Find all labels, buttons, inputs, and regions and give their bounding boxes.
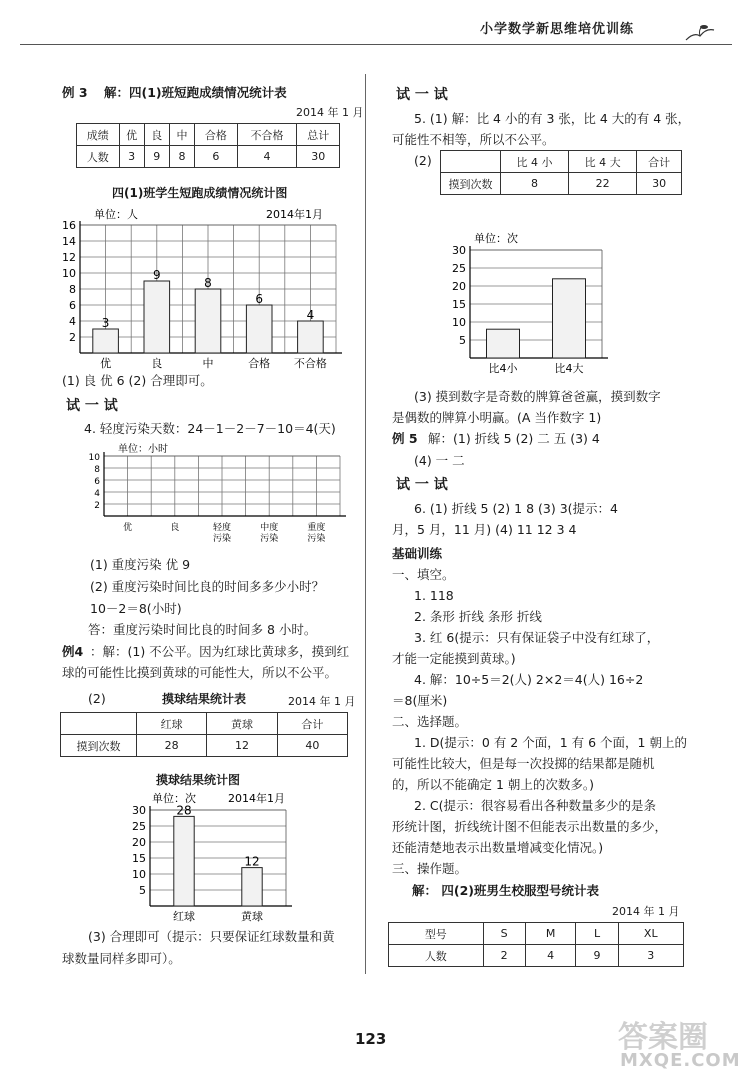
bar <box>553 279 586 358</box>
answer-1: (1) 良 优 6 (2) 合理即可。 <box>62 373 213 388</box>
y-tick-label: 25 <box>452 262 466 275</box>
y-tick-label: 2 <box>94 501 100 511</box>
y-tick-label: 4 <box>69 315 76 328</box>
y-tick-label: 20 <box>452 280 466 293</box>
ball-table <box>60 712 348 757</box>
y-tick-label: 25 <box>132 820 146 833</box>
example-3-title: 解：四(1)班短跑成绩情况统计表 <box>104 85 287 100</box>
bar <box>195 289 221 353</box>
y-tick-label: 10 <box>132 868 146 881</box>
chart3-title: 摸球结果统计图 <box>156 773 241 787</box>
table-header-row <box>61 713 348 735</box>
y-tick-label: 10 <box>452 316 466 329</box>
example-4-line2: 球的可能性比摸到黄球的可能性大，所以不公平。 <box>62 665 338 680</box>
chart1-date: 2014年1月 <box>266 208 323 221</box>
table-cell: 合格 <box>195 124 238 146</box>
q4-conclusion: 答：重度污染时间比良的时间多 8 小时。 <box>88 622 317 637</box>
x-tick-label: 黄球 <box>241 910 263 923</box>
table-cell: 中 <box>169 124 194 146</box>
x-tick-label: 良 <box>170 523 180 533</box>
fill-1: 1. 118 <box>414 588 454 603</box>
y-tick-label: 6 <box>69 299 76 312</box>
watermark-domain: MXQE.COM <box>620 1050 741 1071</box>
table-cell: 比 4 小 <box>501 151 569 173</box>
chart4-unit: 单位：次 <box>474 232 518 245</box>
table-cell: M <box>525 923 576 945</box>
y-tick-label: 4 <box>94 489 100 499</box>
x-tick-label: 不合格 <box>293 357 327 369</box>
table-row <box>61 735 348 757</box>
table-cell: 3 <box>618 945 683 967</box>
example-4-label: 例4 <box>62 644 84 659</box>
table-row <box>441 173 682 195</box>
data-label: 28 <box>176 803 192 818</box>
table-cell: 优 <box>119 124 144 146</box>
table-cell: 8 <box>501 173 569 195</box>
example-5-label: 例 5 <box>392 431 418 446</box>
table-cell: 黄球 <box>207 713 277 735</box>
x-tick-label: 中度 <box>260 523 279 533</box>
y-tick-label: 6 <box>94 477 100 487</box>
ex4-answer3-line2: 球数量同样多即可）。 <box>62 951 181 966</box>
y-tick-label: 10 <box>62 267 76 280</box>
q4-answer-1: (1) 重度污染 优 9 <box>90 557 191 572</box>
table-cell: 6 <box>195 146 238 168</box>
y-tick-label: 5 <box>459 334 466 347</box>
x-tick-label: 良 <box>151 357 163 369</box>
table4-date: 2014 年 1 月 <box>612 905 680 918</box>
table-cell: 总计 <box>297 124 340 146</box>
table-cell: 12 <box>207 735 277 757</box>
example-4-line1: ：解：(1) 不公平。因为红球比黄球多，摸到红 <box>90 644 350 659</box>
x-tick-label: 比4大 <box>554 362 584 375</box>
table-header-row <box>389 923 684 945</box>
table-cell: 2 <box>483 945 525 967</box>
choice-2-line1: 2. C(提示：很容易看出各种数量多少的是条 <box>414 798 657 813</box>
sprout-icon <box>680 22 720 44</box>
table-cell: 摸到次数 <box>441 173 501 195</box>
table-cell: 比 4 大 <box>569 151 637 173</box>
watermark-logo: 答案圈 <box>618 1020 708 1055</box>
table-cell: 型号 <box>389 923 484 945</box>
q5-line1: 5. (1) 解：比 4 小的有 3 张，比 4 大的有 4 张， <box>414 111 691 126</box>
data-label: 3 <box>101 316 110 330</box>
example-3-label: 例 3 <box>62 85 88 100</box>
y-tick-label: 12 <box>62 251 76 264</box>
chart2-svg <box>86 440 348 550</box>
x-tick-label: 重度 <box>307 523 326 533</box>
table-cell: 9 <box>576 945 618 967</box>
example-5-line1: 解：(1) 折线 5 (2) 二 五 (3) 4 <box>428 431 600 446</box>
fill-3-line2: 才能一定能摸到黄球。) <box>392 651 516 666</box>
table-cell <box>61 713 137 735</box>
table-cell: 22 <box>569 173 637 195</box>
x-tick-label: 比4小 <box>488 362 518 375</box>
chart1-svg <box>56 205 346 369</box>
data-label: 9 <box>152 268 161 282</box>
choice-1-line2: 可能性比较大，但是每一次投掷的结果都是随机 <box>392 756 655 771</box>
example-5-line2: (4) 一 二 <box>414 453 465 468</box>
table-cell <box>441 151 501 173</box>
q5-answer3-line2: 是偶数的牌算小明赢。(A 当作数字 1) <box>392 410 602 425</box>
table-cell: 良 <box>144 124 169 146</box>
table-header-row <box>77 124 340 146</box>
table-cell: 红球 <box>137 713 207 735</box>
table-cell: 不合格 <box>237 124 297 146</box>
try-heading-right-2: 试 一 试 <box>396 477 448 493</box>
table-cell: 合计 <box>277 713 347 735</box>
table1-date: 2014 年 1 月 <box>296 106 364 119</box>
fill-3-line1: 3. 红 6(提示：只有保证袋子中没有红球了， <box>414 630 660 645</box>
choice-2-line3: 还能清楚地表示出数量增减变化情况。) <box>392 840 604 855</box>
table-cell: 9 <box>144 146 169 168</box>
bar <box>174 816 194 906</box>
table-cell: 40 <box>277 735 347 757</box>
question-4: 4. 轻度污染天数：24－1－2－7－10＝4(天) <box>84 421 336 436</box>
table-cell: 4 <box>237 146 297 168</box>
bar <box>246 305 272 353</box>
y-tick-label: 2 <box>69 331 76 344</box>
example-4-part2: (2) <box>88 691 106 706</box>
fill-4-line2: ＝8(厘米) <box>392 693 448 708</box>
operation-solution-title: 解： 四(2)班男生校服型号统计表 <box>412 883 599 898</box>
x-tick-label: 轻度 <box>212 523 232 533</box>
score-table <box>76 123 340 168</box>
ex4-answer3-line1: (3) 合理即可（提示：只要保证红球数量和黄 <box>88 929 335 944</box>
column-divider <box>365 74 366 974</box>
table-cell: L <box>576 923 618 945</box>
x-tick-label: 污染 <box>260 534 279 544</box>
table2-date: 2014 年 1 月 <box>288 695 356 708</box>
table-cell: 成绩 <box>77 124 120 146</box>
data-label: 8 <box>204 276 212 290</box>
section-fill-blank: 一、填空。 <box>392 567 455 582</box>
table-cell: 30 <box>297 146 340 168</box>
q6-line1: 6. (1) 折线 5 (2) 1 8 (3) 3(提示：4 <box>414 501 618 516</box>
chart1-unit: 单位：人 <box>94 208 138 221</box>
table-header-row <box>441 151 682 173</box>
y-tick-label: 30 <box>132 804 146 817</box>
y-tick-label: 14 <box>62 235 76 248</box>
bar <box>487 329 520 358</box>
basic-training-heading: 基础训练 <box>392 546 443 561</box>
table-row <box>77 146 340 168</box>
table-cell: 合计 <box>637 151 682 173</box>
x-tick-label: 污染 <box>307 534 326 544</box>
card-table <box>440 150 682 195</box>
data-label: 6 <box>255 292 264 306</box>
table-cell: 4 <box>525 945 576 967</box>
bar <box>242 868 262 906</box>
q4-answer-2: (2) 重度污染时间比良的时间多多少小时？ <box>90 579 325 594</box>
chart4-svg <box>444 228 636 378</box>
table-cell: 8 <box>169 146 194 168</box>
table-cell: XL <box>618 923 683 945</box>
table2-title: 摸球结果统计表 <box>162 692 247 706</box>
choice-2-line2: 形统计图，折线统计图不但能表示出数量的多少， <box>392 819 668 834</box>
chart3-date: 2014年1月 <box>228 792 285 805</box>
chart2-unit: 单位：小时 <box>118 444 168 455</box>
chart3-unit: 单位：次 <box>152 792 196 805</box>
chart3-svg <box>124 790 304 926</box>
fill-4-line1: 4. 解：10÷5＝2(人) 2×2＝4(人) 16÷2 <box>414 672 644 687</box>
page-number: 123 <box>355 1030 387 1048</box>
table-cell: 摸到次数 <box>61 735 137 757</box>
table-cell: 30 <box>637 173 682 195</box>
y-tick-label: 15 <box>132 852 146 865</box>
data-label: 4 <box>306 308 315 322</box>
uniform-table <box>388 922 684 967</box>
y-tick-label: 8 <box>94 465 100 475</box>
chart1-title: 四(1)班学生短跑成绩情况统计图 <box>112 186 288 200</box>
section-operation: 三、操作题。 <box>392 861 468 876</box>
y-tick-label: 16 <box>62 219 76 232</box>
x-tick-label: 优 <box>123 523 133 533</box>
x-tick-label: 合格 <box>248 357 271 369</box>
table-cell: 人数 <box>77 146 120 168</box>
table-cell: S <box>483 923 525 945</box>
table-row <box>389 945 684 967</box>
y-tick-label: 8 <box>69 283 76 296</box>
bar <box>144 281 170 353</box>
book-title: 小学数学新思维培优训练 <box>480 22 635 37</box>
table-cell: 人数 <box>389 945 484 967</box>
y-tick-label: 10 <box>88 453 100 463</box>
y-tick-label: 20 <box>132 836 146 849</box>
choice-1-line1: 1. D(提示：0 有 2 个面，1 有 6 个面，1 朝上的 <box>414 735 687 750</box>
x-tick-label: 污染 <box>212 534 232 544</box>
y-tick-label: 30 <box>452 244 466 257</box>
try-heading-right: 试 一 试 <box>396 87 448 103</box>
x-tick-label: 红球 <box>173 910 195 923</box>
x-tick-label: 优 <box>100 357 112 369</box>
data-label: 12 <box>244 854 260 869</box>
table-cell: 3 <box>119 146 144 168</box>
try-heading-left: 试 一 试 <box>66 398 118 414</box>
x-tick-label: 中 <box>202 357 214 369</box>
fill-2: 2. 条形 折线 条形 折线 <box>414 609 542 624</box>
section-choice: 二、选择题。 <box>392 714 468 729</box>
y-tick-label: 15 <box>452 298 466 311</box>
q5-line2: 可能性不相等，所以不公平。 <box>392 132 555 147</box>
header-rule <box>20 44 732 45</box>
q5-answer3-line1: (3) 摸到数字是奇数的牌算爸爸赢，摸到数字 <box>414 389 661 404</box>
y-tick-label: 5 <box>139 884 146 897</box>
choice-1-line3: 的，所以不能确定 1 朝上的次数多。) <box>392 777 595 792</box>
q4-calculation: 10－2＝8(小时) <box>90 601 182 616</box>
bar <box>298 321 324 353</box>
q6-line2: 月，5 月，11 月) (4) 11 12 3 4 <box>392 522 577 537</box>
bar <box>93 329 119 353</box>
table-cell: 28 <box>137 735 207 757</box>
q5-part2: (2) <box>414 153 432 168</box>
